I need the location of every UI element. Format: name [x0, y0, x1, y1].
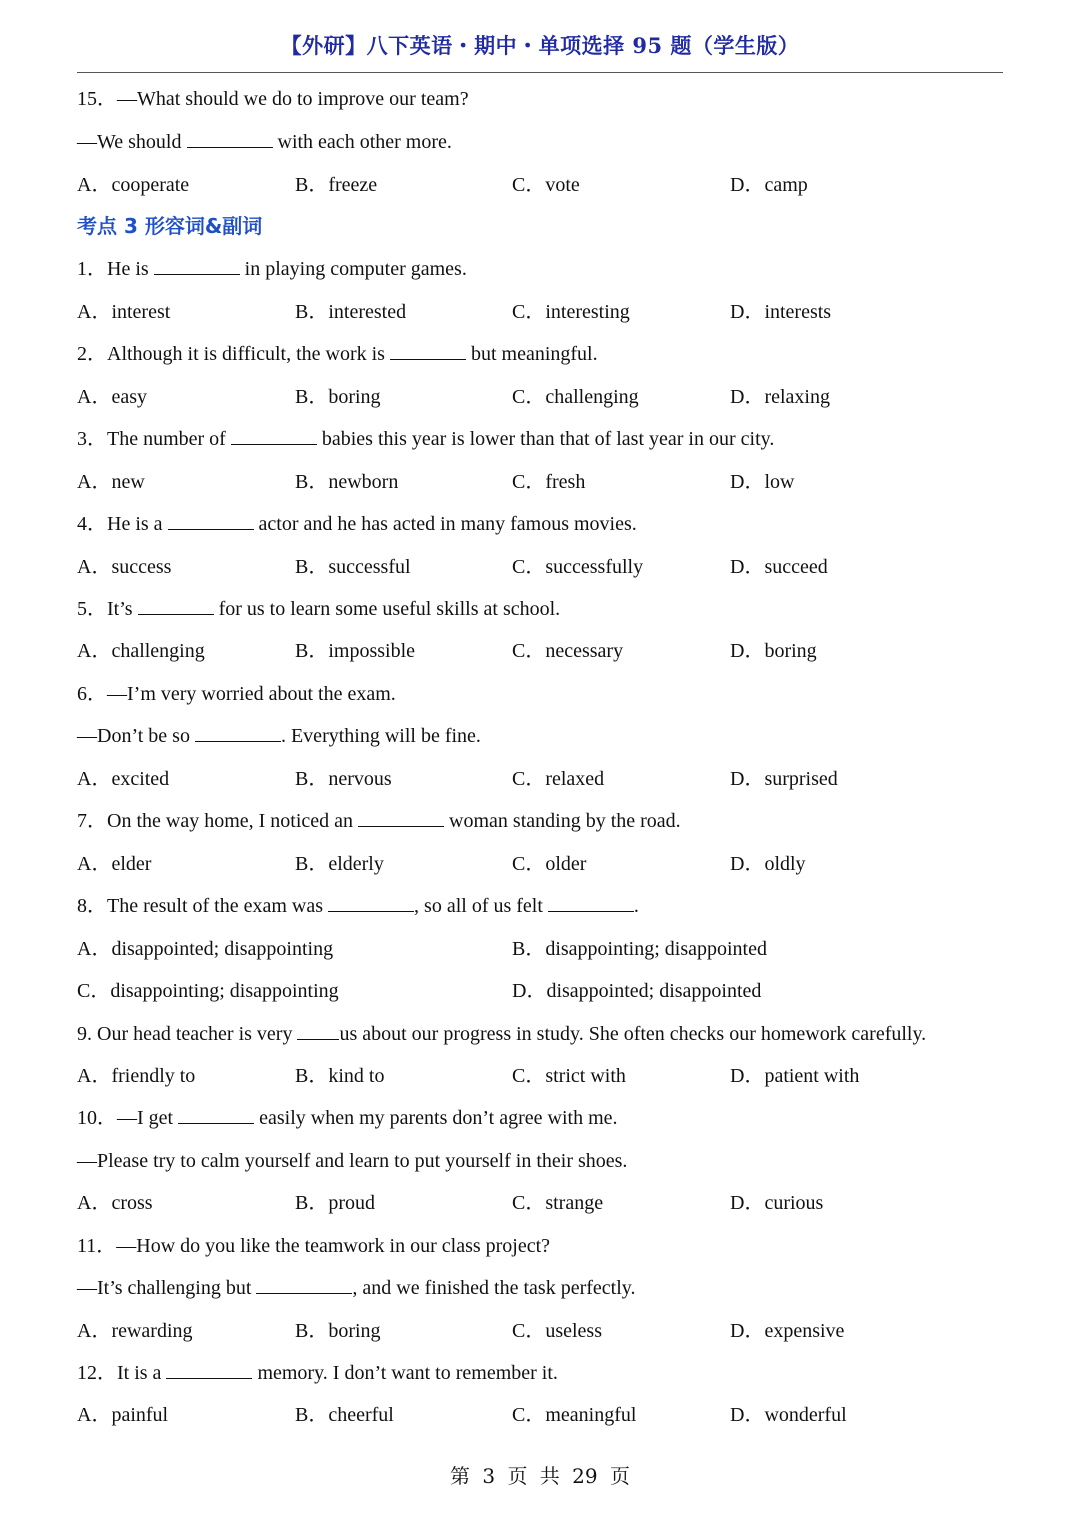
q2-text-b: but meaningful.: [465, 343, 598, 365]
q15-text-b: with each other more.: [272, 131, 452, 153]
q12-text-a: 12．It is a: [77, 1362, 167, 1384]
q11-option-a: A．rewarding: [77, 1320, 193, 1342]
q12-option-b: B．cheerful: [295, 1404, 394, 1426]
q4-option-d: D．succeed: [730, 556, 828, 578]
q12-option-c: C．meaningful: [512, 1404, 637, 1426]
question-10-line2: —Please try to calm yourself and learn to put yourself in their shoes.: [77, 1150, 628, 1172]
q6-option-c: C．relaxed: [512, 768, 605, 790]
question-4-stem: [77, 511, 637, 537]
answer-blank: [297, 1021, 339, 1040]
q2-option-d: D．relaxing: [730, 386, 830, 408]
q3-option-a: A．new: [77, 471, 145, 493]
page-header: 【外研】八下英语・期中・单项选择 95 题（学生版）: [280, 33, 800, 58]
q10-option-a: A．cross: [77, 1192, 153, 1214]
answer-blank: [390, 341, 466, 360]
q5-option-b: B．impossible: [295, 640, 416, 662]
answer-blank: [328, 893, 414, 912]
answer-blank: [138, 596, 214, 615]
header-rule: [77, 72, 1003, 73]
q15-option-c: C．vote: [512, 174, 580, 196]
answer-blank: [178, 1105, 254, 1124]
q1-option-b: B．interested: [295, 301, 407, 323]
q9-option-d: D．patient with: [730, 1065, 860, 1087]
q3-option-c: C．fresh: [512, 471, 586, 493]
question-2-stem: [77, 341, 598, 367]
q8-text-b: , so all of us felt: [414, 895, 548, 917]
answer-blank: [168, 511, 254, 530]
q9-text-a: 9. Our head teacher is very: [77, 1023, 298, 1045]
q6-option-d: D．surprised: [730, 768, 838, 790]
answer-blank: [187, 129, 273, 148]
q9-option-b: B．kind to: [295, 1065, 385, 1087]
q1-option-a: A．interest: [77, 301, 171, 323]
page-number: 第 3 页 共 29 页: [450, 1464, 630, 1488]
answer-blank: [256, 1275, 352, 1294]
question-5-stem: [77, 596, 560, 622]
question-7-stem: [77, 808, 681, 834]
q4-text-a: 4．He is a: [77, 513, 168, 535]
q4-option-b: B．successful: [295, 556, 411, 578]
answer-blank: [166, 1360, 252, 1379]
q8-option-a: A．disappointed; disappointing: [77, 938, 334, 960]
q7-option-c: C．older: [512, 853, 587, 875]
q10-option-d: D．curious: [730, 1192, 824, 1214]
q11-text-a: —It’s challenging but: [77, 1277, 257, 1299]
q2-text-a: 2．Although it is difficult, the work is: [77, 343, 390, 365]
question-9-stem: [77, 1021, 926, 1047]
q15-option-b: B．freeze: [295, 174, 378, 196]
q3-text-a: 3．The number of: [77, 428, 231, 450]
q8-option-c: C．disappointing; disappointing: [77, 980, 339, 1002]
q6-text-b: . Everything will be fine.: [280, 725, 481, 747]
q5-option-d: D．boring: [730, 640, 817, 662]
q10-text-a: 10．—I get: [77, 1107, 179, 1129]
q7-option-b: B．elderly: [295, 853, 384, 875]
q3-option-d: D．low: [730, 471, 795, 493]
q7-text-b: woman standing by the road.: [444, 810, 681, 832]
q8-text-c: .: [633, 895, 639, 917]
q3-option-b: B．newborn: [295, 471, 399, 493]
answer-blank: [231, 426, 317, 445]
q2-option-c: C．challenging: [512, 386, 639, 408]
question-6-stem: 6．—I’m very worried about the exam.: [77, 683, 396, 705]
q15-option-a: A．cooperate: [77, 174, 190, 196]
question-1-stem: [77, 256, 467, 282]
question-11-line2: [77, 1275, 635, 1301]
q15-option-d: D．camp: [730, 174, 808, 196]
q1-text-a: 1．He is: [77, 258, 154, 280]
q4-option-c: C．successfully: [512, 556, 644, 578]
section-heading: 考点 3 形容词&副词: [77, 214, 263, 238]
q5-option-c: C．necessary: [512, 640, 624, 662]
q1-text-b: in playing computer games.: [239, 258, 467, 280]
q7-option-a: A．elder: [77, 853, 152, 875]
question-15-stem: 15．—What should we do to improve our team?: [77, 88, 469, 110]
q11-option-c: C．useless: [512, 1320, 602, 1342]
q2-option-b: B．boring: [295, 386, 381, 408]
question-8-stem: [77, 893, 639, 919]
q4-text-b: actor and he has acted in many famous movies.: [253, 513, 637, 535]
q7-text-a: 7．On the way home, I noticed an: [77, 810, 359, 832]
answer-blank: [548, 893, 634, 912]
q9-text-b: us about our progress in study. She often checks our homework carefully.: [339, 1023, 927, 1045]
question-6-line2: [77, 723, 481, 749]
q5-option-a: A．challenging: [77, 640, 205, 662]
q12-option-d: D．wonderful: [730, 1404, 847, 1426]
question-15-line2: [77, 129, 452, 155]
q11-option-d: D．expensive: [730, 1320, 845, 1342]
answer-blank: [195, 723, 281, 742]
q10-text-b: easily when my parents don’t agree with me.: [254, 1107, 618, 1129]
q7-option-d: D．oldly: [730, 853, 806, 875]
answer-blank: [154, 256, 240, 275]
q6-text-a: —Don’t be so: [77, 725, 195, 747]
q11-text-b: , and we finished the task perfectly.: [352, 1277, 636, 1299]
q8-option-b: B．disappointing; disappointed: [512, 938, 767, 960]
question-10-stem: [77, 1105, 618, 1131]
q6-option-a: A．excited: [77, 768, 170, 790]
question-12-stem: [77, 1360, 558, 1386]
answer-blank: [358, 808, 444, 827]
q15-text-a: —We should: [77, 131, 187, 153]
q12-text-b: memory. I don’t want to remember it.: [252, 1362, 558, 1384]
question-11-stem: 11．—How do you like the teamwork in our class project?: [77, 1235, 551, 1257]
q10-option-c: C．strange: [512, 1192, 604, 1214]
q6-option-b: B．nervous: [295, 768, 392, 790]
q5-text-b: for us to learn some useful skills at school.: [213, 598, 561, 620]
q10-option-b: B．proud: [295, 1192, 375, 1214]
q4-option-a: A．success: [77, 556, 172, 578]
q9-option-c: C．strict with: [512, 1065, 626, 1087]
q8-option-d: D．disappointed; disappointed: [512, 980, 762, 1002]
question-3-stem: [77, 426, 774, 452]
q8-text-a: 8．The result of the exam was: [77, 895, 329, 917]
q5-text-a: 5．It’s: [77, 598, 138, 620]
q2-option-a: A．easy: [77, 386, 147, 408]
q1-option-d: D．interests: [730, 301, 832, 323]
q3-text-b: babies this year is lower than that of last year in our city.: [316, 428, 775, 450]
q1-option-c: C．interesting: [512, 301, 630, 323]
q9-option-a: A．friendly to: [77, 1065, 196, 1087]
q11-option-b: B．boring: [295, 1320, 381, 1342]
q12-option-a: A．painful: [77, 1404, 169, 1426]
